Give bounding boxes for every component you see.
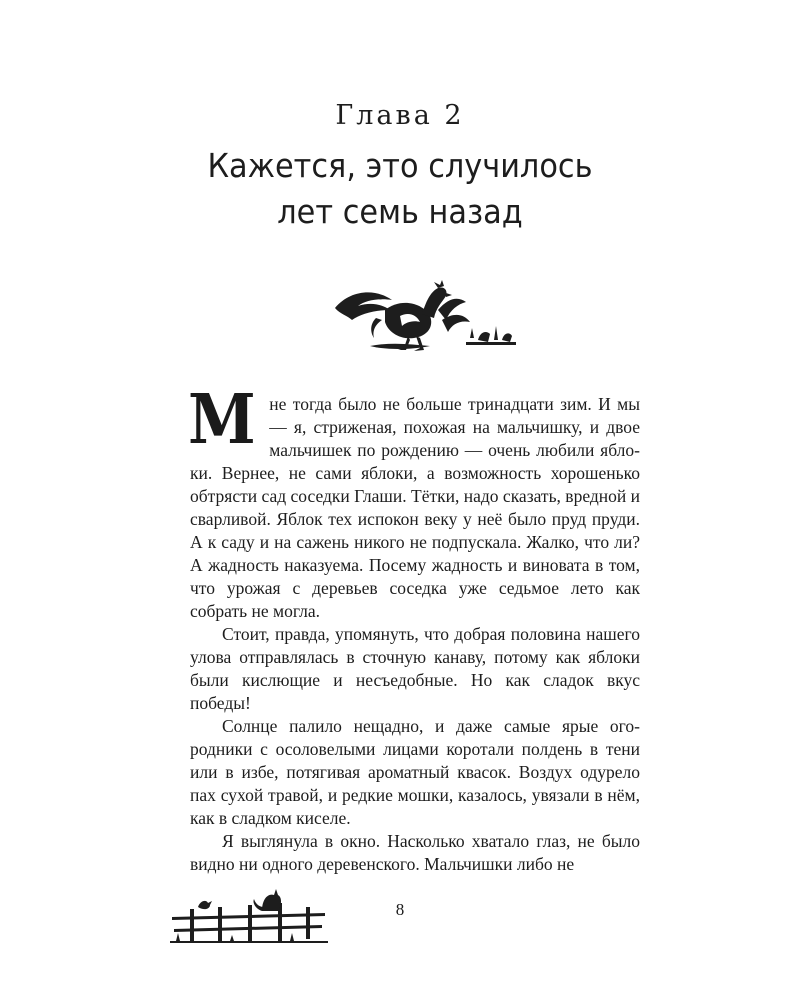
dropcap: М: [188, 380, 256, 460]
paragraph-1: [188, 380, 640, 623]
body-text: [188, 380, 640, 876]
paragraph-4: Я выглянула в окно. Насколько хватало глаз, не было видно ни одного деревенского. Мальчишки либо не: [190, 831, 640, 874]
paragraph-1-text: не тогда было не больше тринадцати зим. И мы — я, стриженая, похожая на мальчишку, и двое мальчишек по рождению — очень любили яблоки. Вернее, не сами яблоки, а возможность хорошенько обтрясти сад соседки Глаши. Тётки, надо сказать, вредной и сварливой. Яблок тех испокон веку у неё было пруд пруди. А к саду и на сажень никого не подпускала. Жалко, что ли? А жадность наказуема. Посему жадность и виновата в том, что урожая с деревьев соседка уже седьмое лето как собрать не могла.: [190, 394, 640, 621]
paragraph-3: Солнце палило нещадно, и даже самые ярые огородники с осоловелыми лицами коротали полдень в тени или в избе, потягивая ароматный квасок. Воздух одурело пах сухой травой, и редкие мошки, казалось, увязали в нём, как в сладком киселе.: [190, 716, 640, 828]
chapter-title-line-1: Кажется, это случилось: [207, 146, 593, 185]
rooster-icon: [330, 280, 520, 355]
paragraph-2: Стоит, правда, упомянуть, что добрая половина нашего улова отправлялась в сточную канаву, потому как яблоки были кислющие и несъедобные. Но как сладок вкус победы!: [190, 624, 640, 713]
chapter-title-line-2: лет семь назад: [277, 192, 523, 231]
fence-icon: [170, 885, 330, 945]
chapter-number: Глава 2: [335, 100, 465, 131]
page-number: 8: [395, 900, 405, 919]
chapter-title: [32, 143, 768, 235]
